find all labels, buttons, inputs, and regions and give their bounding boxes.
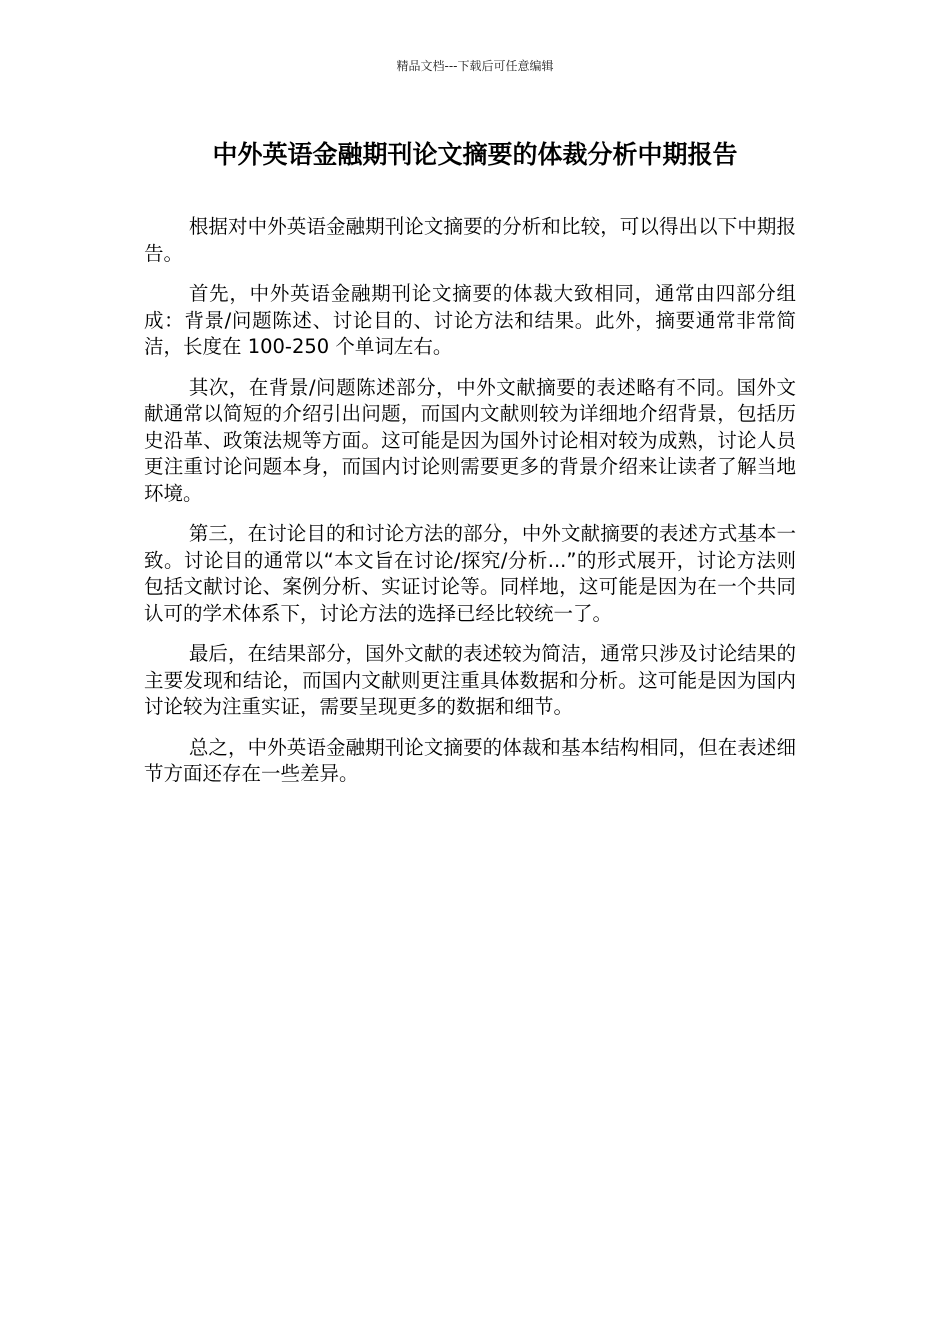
paragraph-second: 其次，在背景/问题陈述部分，中外文献摘要的表述略有不同。国外文献通常以简短的介绍引出问题，而国内文献则较为详细地介绍背景，包括历史沿革、政策法规等方面。这可能是因为国外讨论相对较为成熟，讨论人员更注重讨论问题本身，而国内讨论则需要更多的背景介绍来让读者了解当地环境。 [144, 375, 796, 505]
paragraph-intro: 根据对中外英语金融期刊论文摘要的分析和比较，可以得出以下中期报告。 [144, 215, 796, 265]
header-note: 精品文档---下载后可任意编辑 [396, 59, 554, 73]
document-body [144, 214, 796, 802]
paragraph-last: 最后，在结果部分，国外文献的表述较为简洁，通常只涉及讨论结果的主要发现和结论，而国内文献则更注重具体数据和分析。这可能是因为国内讨论较为注重实证，需要呈现更多的数据和细节。 [144, 642, 796, 718]
paragraph-first: 首先，中外英语金融期刊论文摘要的体裁大致相同，通常由四部分组成：背景/问题陈述、讨论目的、讨论方法和结果。此外，摘要通常非常简洁，长度在 100-250 个单词左右。 [144, 282, 796, 358]
document-title: 中外英语金融期刊论文摘要的体裁分析中期报告 [212, 140, 738, 169]
paragraph-conclusion: 总之，中外英语金融期刊论文摘要的体裁和基本结构相同，但在表述细节方面还存在一些差异。 [144, 735, 796, 785]
paragraph-third: 第三，在讨论目的和讨论方法的部分，中外文献摘要的表述方式基本一致。讨论目的通常以“本文旨在讨论/探究/分析...”的形式展开，讨论方法则包括文献讨论、案例分析、实证讨论等。同样地，这可能是因为在一个共同认可的学术体系下，讨论方法的选择已经比较统一了。 [144, 522, 796, 625]
